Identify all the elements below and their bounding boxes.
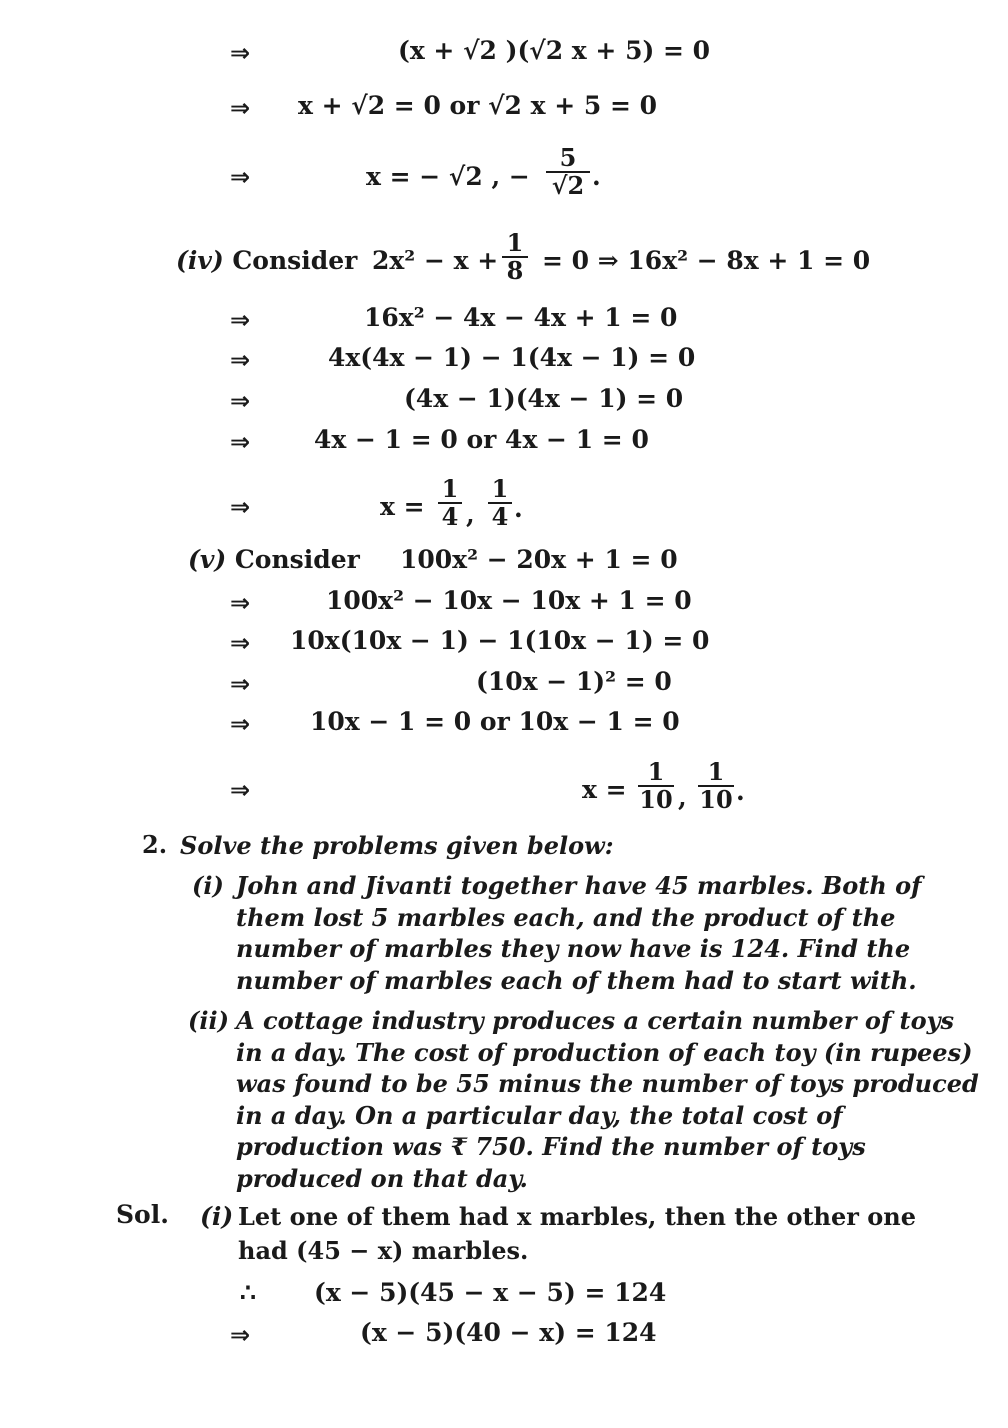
question-number: 2. <box>142 830 168 859</box>
implies-arrow: ⇒ <box>230 306 251 334</box>
text-line: A cottage industry produces a certain number of toys <box>236 1006 955 1035</box>
implies-arrow: ⇒ <box>230 589 251 617</box>
part-label <box>176 246 357 276</box>
math-step: 100x² − 10x − 10x + 1 = 0 <box>326 586 692 615</box>
math-step: 10x − 1 = 0 or 10x − 1 = 0 <box>310 707 680 736</box>
fraction <box>438 476 462 530</box>
math-step: 10x(10x − 1) − 1(10x − 1) = 0 <box>290 626 710 655</box>
implies-arrow: ⇒ <box>230 629 251 657</box>
fraction-numerator: 1 <box>441 474 459 503</box>
implies-arrow: ⇒ <box>230 346 251 374</box>
math-step: 4x(4x − 1) − 1(4x − 1) = 0 <box>328 343 696 372</box>
fraction-denominator: 8 <box>502 256 528 284</box>
solution-text: Let one of them had x marbles, then the other one <box>238 1202 916 1231</box>
text-line: in a day. On a particular day, the total cost of <box>236 1100 843 1130</box>
solution-text: had (45 − x) marbles. <box>238 1236 529 1265</box>
math-step: (x − 5)(45 − x − 5) = 124 <box>314 1278 667 1307</box>
fraction-denominator: 10 <box>699 785 733 814</box>
implies-arrow: ⇒ <box>230 493 251 521</box>
x-equals: x = <box>380 492 425 521</box>
problem-i-text <box>236 870 922 996</box>
math-step: 4x − 1 = 0 or 4x − 1 = 0 <box>314 425 649 454</box>
fraction-denominator: 10 <box>639 785 673 814</box>
implies-arrow: ⇒ <box>230 776 251 804</box>
period: . <box>592 162 601 191</box>
math-step: (x + √2 )(√2 x + 5) = 0 <box>398 36 711 65</box>
solution-part-label: (i) <box>200 1202 234 1231</box>
implies-arrow: ⇒ <box>230 94 251 122</box>
math-step: 16x² − 4x − 4x + 1 = 0 <box>364 303 678 332</box>
text-line: was found to be 55 minus the number of toys produced <box>236 1069 979 1098</box>
implies-arrow: ⇒ <box>230 1321 251 1349</box>
text-line: number of marbles each of them had to start with. <box>236 965 917 995</box>
fraction-numerator: 1 <box>506 228 524 257</box>
text-line: John and Jivanti together have 45 marbles. Both of <box>236 871 922 900</box>
math-step: x + √2 = 0 or √2 x + 5 = 0 <box>298 91 658 120</box>
fraction <box>502 230 528 284</box>
fraction <box>638 759 674 813</box>
x-equals: x = <box>582 775 627 804</box>
solution-label: Sol. <box>116 1200 169 1229</box>
implies-arrow: ⇒ <box>230 163 251 191</box>
fraction-numerator: 5 <box>559 143 577 172</box>
part-ii-label: (ii) <box>188 1006 229 1035</box>
therefore-symbol: ∴ <box>240 1278 256 1307</box>
period: . <box>736 777 745 806</box>
text-line: number of marbles they now have is 124. Find the <box>236 934 911 963</box>
equation-suffix: = 0 ⇒ 16x² − 8x + 1 = 0 <box>542 246 871 275</box>
implies-arrow: ⇒ <box>230 39 251 67</box>
fraction <box>488 476 512 530</box>
fraction-numerator: 1 <box>707 757 725 786</box>
comma: , <box>678 783 687 812</box>
text-line: produced on that day. <box>236 1163 528 1193</box>
text-line: in a day. The cost of production of each toy (in rupees) <box>236 1037 973 1067</box>
comma: , <box>466 500 475 529</box>
fraction <box>546 145 590 199</box>
consider-word: Consider <box>232 246 358 275</box>
fraction-denominator: √2 <box>546 171 590 199</box>
fraction-numerator: 1 <box>491 474 509 503</box>
equation-prefix: 2x² − x + <box>372 246 499 275</box>
math-step-prefix: x = − √2 , − <box>366 162 530 191</box>
fraction-denominator: 4 <box>438 502 462 530</box>
fraction-numerator: 1 <box>647 757 665 786</box>
equation: 100x² − 20x + 1 = 0 <box>400 545 678 574</box>
problem-ii-text <box>236 1005 979 1194</box>
part-v-label: (v) <box>188 545 227 574</box>
period: . <box>514 494 523 523</box>
implies-arrow: ⇒ <box>230 670 251 698</box>
implies-arrow: ⇒ <box>230 428 251 456</box>
text-line: production was ₹ 750. Find the number of toys <box>236 1132 866 1161</box>
question-heading: Solve the problems given below: <box>180 831 614 860</box>
part-i-label: (i) <box>192 871 224 900</box>
part-iv-label: (iv) <box>176 246 224 275</box>
math-step: (4x − 1)(4x − 1) = 0 <box>404 384 684 413</box>
fraction-denominator: 4 <box>488 502 512 530</box>
math-step: (x − 5)(40 − x) = 124 <box>360 1318 657 1347</box>
math-step: (10x − 1)² = 0 <box>476 667 672 696</box>
text-line: them lost 5 marbles each, and the product of the <box>236 902 896 932</box>
consider-word: Consider <box>234 545 360 574</box>
implies-arrow: ⇒ <box>230 710 251 738</box>
part-label <box>188 545 360 575</box>
fraction <box>698 759 734 813</box>
implies-arrow: ⇒ <box>230 387 251 415</box>
